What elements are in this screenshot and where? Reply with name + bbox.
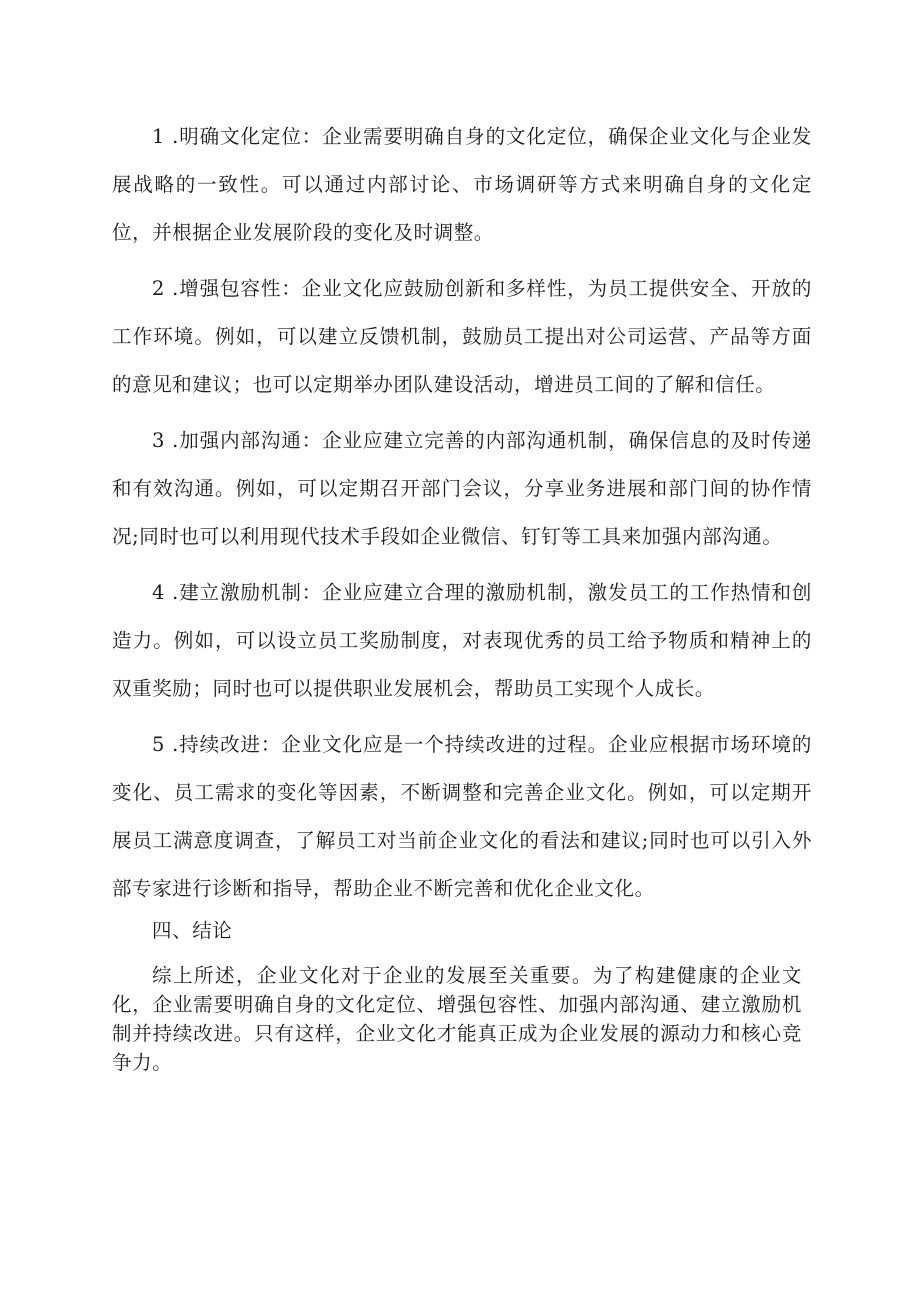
- paragraph-1: 1 .明确文化定位：企业需要明确自身的文化定位，确保企业文化与企业发展战略的一致性。可以通过内部讨论、市场调研等方式来明确自身的文化定位，并根据企业发展阶段的变化及时调整。: [112, 125, 812, 244]
- conclusion-paragraph: 综上所述，企业文化对于企业的发展至关重要。为了构建健康的企业文化，企业需要明确自身的文化定位、增强包容性、加强内部沟通、建立激励机制并持续改进。只有这样，企业文化才能真正成为企业发展的源动力和核心竞争力。: [112, 964, 802, 1074]
- paragraph-4: 4 .建立激励机制：企业应建立合理的激励机制，激发员工的工作热情和创造力。例如，可以设立员工奖励制度，对表现优秀的员工给予物质和精神上的双重奖励；同时也可以提供职业发展机会，帮助员工实现个人成长。: [112, 581, 812, 700]
- section-heading: 四、结论: [152, 919, 233, 942]
- document-body: [112, 113, 812, 1077]
- paragraph-3: 3 .加强内部沟通：企业应建立完善的内部沟通机制，确保信息的及时传递和有效沟通。例如，可以定期召开部门会议，分享业务进展和部门间的协作情况;同时也可以利用现代技术手段如企业微信、钉钉等工具来加强内部沟通。: [112, 429, 812, 548]
- paragraph-2: 2 .增强包容性：企业文化应鼓励创新和多样性，为员工提供安全、开放的工作环境。例如，可以建立反馈机制，鼓励员工提出对公司运营、产品等方面的意见和建议；也可以定期举办团队建设活动，增进员工间的了解和信任。: [112, 277, 812, 396]
- paragraph-5: 5 .持续改进：企业文化应是一个持续改进的过程。企业应根据市场环境的变化、员工需求的变化等因素，不断调整和完善企业文化。例如，可以定期开展员工满意度调查，了解员工对当前企业文化的看法和建议;同时也可以引入外部专家进行诊断和指导，帮助企业不断完善和优化企业文化。: [112, 733, 812, 900]
